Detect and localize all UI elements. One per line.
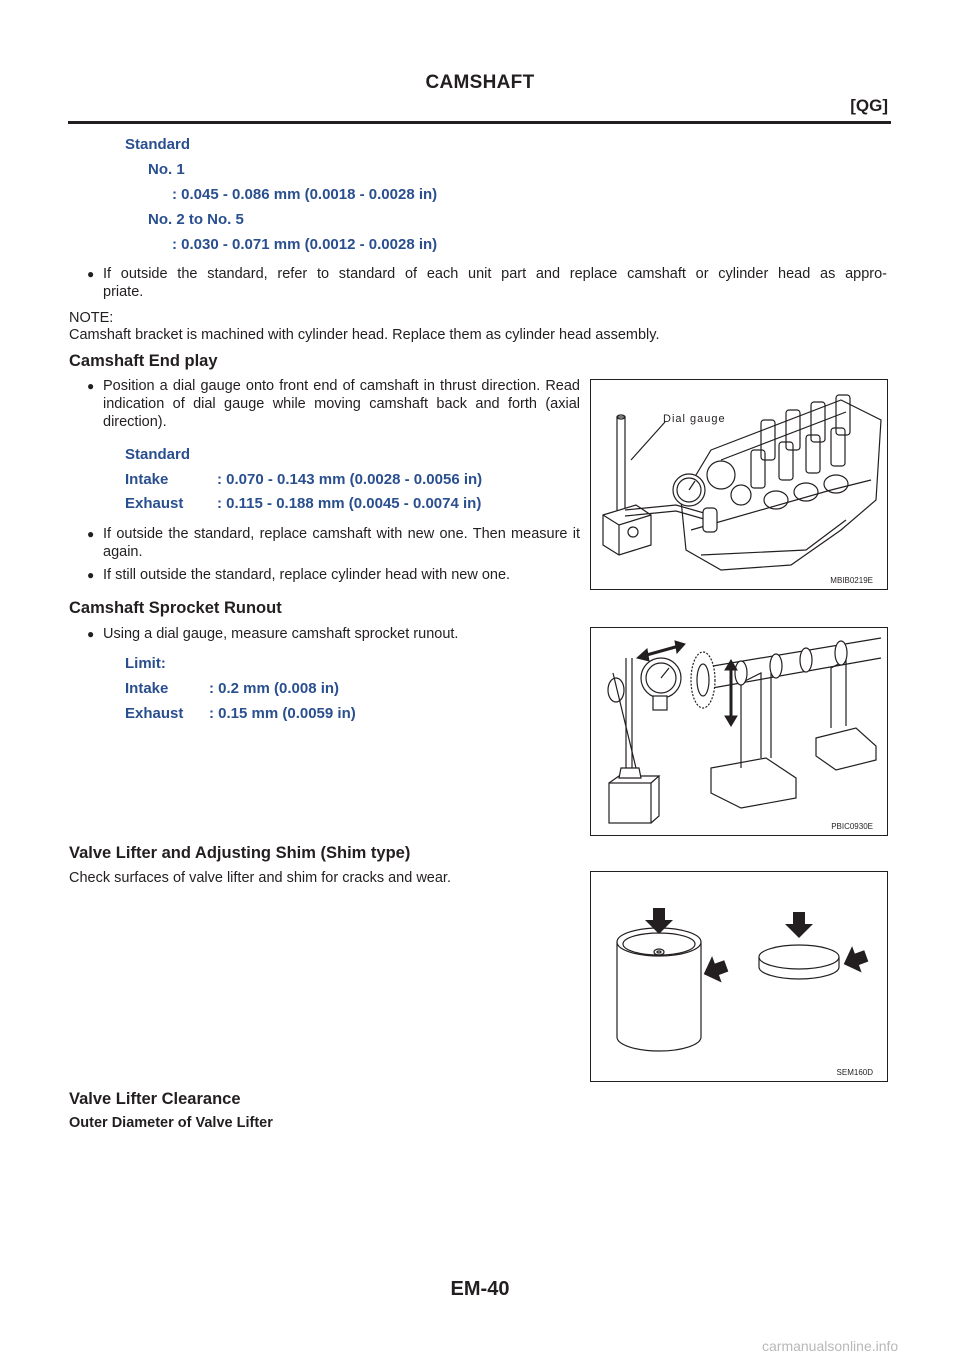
bullet-icon: ●	[87, 627, 95, 641]
limit-label: Limit:	[125, 655, 166, 672]
section-code: [QG]	[850, 96, 888, 115]
end-play-exhaust-value: : 0.115 - 0.188 mm (0.0045 - 0.0074 in)	[217, 495, 482, 512]
runout-intake-value: : 0.2 mm (0.008 in)	[209, 680, 340, 697]
dial-gauge-callout: Dial gauge	[663, 413, 726, 425]
end-play-bullet-2	[87, 525, 580, 561]
end-play-intake-label: Intake	[125, 471, 169, 488]
bullet-text: If outside the standard, replace camshaft with new one. Then measure it again.	[103, 526, 580, 560]
bullet-icon: ●	[87, 527, 95, 541]
valve-lifter-clearance-heading: Valve Lifter Clearance	[69, 1090, 241, 1108]
end-play-bullet-3	[87, 566, 580, 584]
figure-sprocket-runout	[590, 627, 888, 836]
outer-diameter-subheading: Outer Diameter of Valve Lifter	[69, 1115, 273, 1131]
header-rule	[68, 121, 891, 124]
bullet-icon: ●	[87, 379, 95, 393]
valve-lifter-heading: Valve Lifter and Adjusting Shim (Shim type)	[69, 844, 411, 862]
end-play-bullet-1	[87, 377, 580, 431]
watermark: carmanualsonline.info	[762, 1338, 899, 1354]
bullet-text: Position a dial gauge onto front end of camshaft in thrust direction. Read indication of dial gauge while moving camshaft back and forth (axial direction).	[103, 378, 580, 430]
valve-lifter-text: Check surfaces of valve lifter and shim for cracks and wear.	[69, 870, 451, 886]
sprocket-runout-heading: Camshaft Sprocket Runout	[69, 599, 282, 617]
page-title: CAMSHAFT	[425, 72, 535, 93]
oil-clearance-bullet	[87, 265, 887, 301]
sprocket-bullet-1	[87, 625, 580, 643]
end-play-standard-label: Standard	[125, 446, 191, 463]
standard-label: Standard	[125, 136, 191, 153]
no2-label: No. 2 to No. 5	[148, 211, 244, 228]
figure-code: MBIB0219E	[830, 576, 873, 585]
runout-exhaust-label: Exhaust	[125, 705, 184, 722]
end-play-intake-value: : 0.070 - 0.143 mm (0.0028 - 0.0056 in)	[217, 471, 483, 488]
no1-label: No. 1	[148, 161, 185, 178]
no1-value: : 0.045 - 0.086 mm (0.0018 - 0.0028 in)	[172, 186, 438, 203]
runout-exhaust-value: : 0.15 mm (0.0059 in)	[209, 705, 356, 722]
bullet-icon: ●	[87, 267, 95, 281]
end-play-heading: Camshaft End play	[69, 352, 218, 370]
figure-end-play	[590, 379, 888, 590]
runout-intake-label: Intake	[125, 680, 169, 697]
lifter-shim-illustration	[591, 872, 887, 1081]
bullet-line2: priate.	[103, 284, 144, 300]
page-number: EM-40	[450, 1278, 510, 1300]
figure-code: SEM160D	[836, 1068, 873, 1077]
cylinder-head-illustration	[591, 380, 887, 589]
no2-value: : 0.030 - 0.071 mm (0.0012 - 0.0028 in)	[172, 236, 438, 253]
note-text: Camshaft bracket is machined with cylinder head. Replace them as cylinder head assembly.	[69, 327, 660, 343]
figure-valve-lifter	[590, 871, 888, 1082]
bullet-text: Using a dial gauge, measure camshaft sprocket runout.	[103, 626, 459, 642]
end-play-exhaust-label: Exhaust	[125, 495, 184, 512]
sprocket-runout-illustration	[591, 628, 887, 835]
note-label: NOTE:	[69, 310, 114, 326]
figure-code: PBIC0930E	[831, 822, 873, 831]
bullet-text: If still outside the standard, replace cylinder head with new one.	[103, 567, 511, 583]
bullet-line1: If outside the standard, refer to standard of each unit part and replace camshaft or cylinder head as appro-	[103, 266, 887, 282]
bullet-icon: ●	[87, 568, 95, 582]
